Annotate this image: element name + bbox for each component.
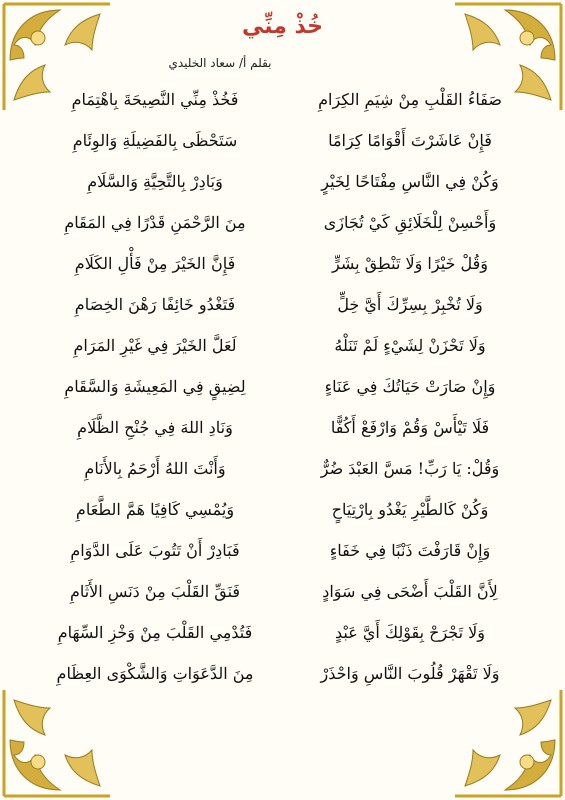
verse-line [40, 367, 525, 407]
verse-first-hemistich: وَلَا تَحْزَنْ لِشَيْءٍ لَمْ تَنَلْهُ [334, 336, 486, 355]
verse-second-hemistich: لَعَلَّ الخَيْرَ فِي غَيْرِ المَرَامِ [73, 336, 237, 355]
verse-second-hemistich: فَتَغْدُو خَائِفًا رَهْنَ الخِصَامِ [74, 295, 236, 314]
verse-first-hemistich: وَلَا تُخْبِرْ بِسِرِّكَ أَيَّ خِلٍّ [337, 295, 483, 314]
verse-first-hemistich: صَفَاءُ القَلْبِ مِنْ شِيَمِ الكِرَامِ [318, 90, 502, 109]
verse-line [40, 285, 525, 325]
verse-second-hemistich: مِنَ الرَّحْمَنِ قَدْرًا فِي المَقَامِ [64, 213, 246, 232]
corner-ornament-icon [445, 680, 565, 800]
verse-line [40, 121, 525, 161]
verse-first-hemistich: وَقُلْ خَيْرًا وَلَا تَنْطِقْ بِشَرٍّ [332, 254, 488, 273]
corner-ornament-icon [0, 680, 120, 800]
verse-first-hemistich: وَإِنْ صَارَتْ حَيَاتُكَ فِي عَنَاءٍ [324, 377, 496, 396]
verse-second-hemistich: وَأَنْتَ اللهُ أَرْحَمُ بِالأَنَامِ [84, 459, 226, 478]
verse-second-hemistich: وَيُمْسِي كَافِيًا هَمَّ الطَّعَامِ [75, 500, 235, 519]
verse-line [40, 490, 525, 530]
verse-line [40, 408, 525, 448]
verse-first-hemistich: لِأَنَّ القَلْبَ أَضْحَى فِي سَوَادٍ [322, 582, 498, 601]
verse-line [40, 531, 525, 571]
verse-line [40, 80, 525, 120]
author-byline: بقلم أ/ سعاد الخليدي [168, 56, 272, 70]
verse-line [40, 203, 525, 243]
verse-first-hemistich: فَلَا تَيْأَسْ وَقُمْ وَارْفَعْ أَكُفًّا [330, 418, 490, 437]
verse-first-hemistich: وَإِنْ قَارَفْتَ ذَنْبًا فِي خَفَاءٍ [329, 541, 491, 560]
verse-second-hemistich: فَإِنَّ الخَيْرَ مِنْ فَأْلِ الكَلَامِ [74, 254, 236, 273]
verse-second-hemistich: فَبَادِرْ أَنْ تَتُوبَ عَلَى الدَّوَامِ [70, 541, 240, 560]
verse-line [40, 654, 525, 694]
verse-first-hemistich: فَإِنْ عَاشَرْتَ أَقْوَامًا كِرَامًا [328, 131, 492, 150]
verse-line [40, 244, 525, 284]
verse-first-hemistich: وَلَا تَجْرَحْ بِقَوْلِكَ أَيَّ عَبْدٍ [334, 623, 486, 642]
verse-line [40, 572, 525, 612]
poem-title: خُذْ مِنِّي [241, 14, 324, 39]
verse-first-hemistich: وَلَا تَقْهَرْ قُلُوبَ النَّاسِ وَاحْذَرْ [320, 664, 500, 683]
verse-line [40, 449, 525, 489]
verse-second-hemistich: فَخُذْ مِنِّي النَّصِيحَةَ بِاهْتِمَامِ [71, 90, 239, 109]
verse-first-hemistich: وَكُنْ فِي النَّاسِ مِفْتَاحًا لِخَيْرٍ [321, 172, 499, 191]
verse-second-hemistich: فَنَقِّ القَلْبَ مِنْ دَنَسِ الأَثَامِ [69, 582, 241, 601]
verse-first-hemistich: وَكُنْ كَالطَّيْرِ يَغْدُو بِارْتِيَاحٍ [331, 500, 489, 519]
verse-second-hemistich: سَتَحْظَى بِالفَضِيلَةِ وَالوِئَامِ [72, 131, 238, 150]
verse-line [40, 162, 525, 202]
verse-second-hemistich: وَبَادِرْ بِالتَّحِيَّةِ وَالسَّلَامِ [87, 172, 223, 191]
verse-first-hemistich: وَأَحْسِنْ لِلْخَلَائِقِ كَيْ تُجَازَى [323, 213, 497, 232]
verse-second-hemistich: وَنَادِ اللهَ فِي جُنْحِ الظَّلَامِ [77, 418, 233, 437]
verse-line [40, 326, 525, 366]
verse-second-hemistich: لِضِيقٍ فِي المَعِيشَةِ وَالسَّقَامِ [64, 377, 246, 396]
verse-second-hemistich: مِنَ الدَّعَوَاتِ وَالشَّكْوَى العِظَامِ [56, 664, 254, 683]
verse-first-hemistich: وَقُلْ: يَا رَبِّ! مَسَّ العَبْدَ ضُرٌّ [320, 459, 500, 478]
verse-second-hemistich: فَتُدْمِي القَلْبَ مِنْ وَخْزِ السِّهَامِ [57, 623, 253, 642]
verse-line [40, 613, 525, 653]
